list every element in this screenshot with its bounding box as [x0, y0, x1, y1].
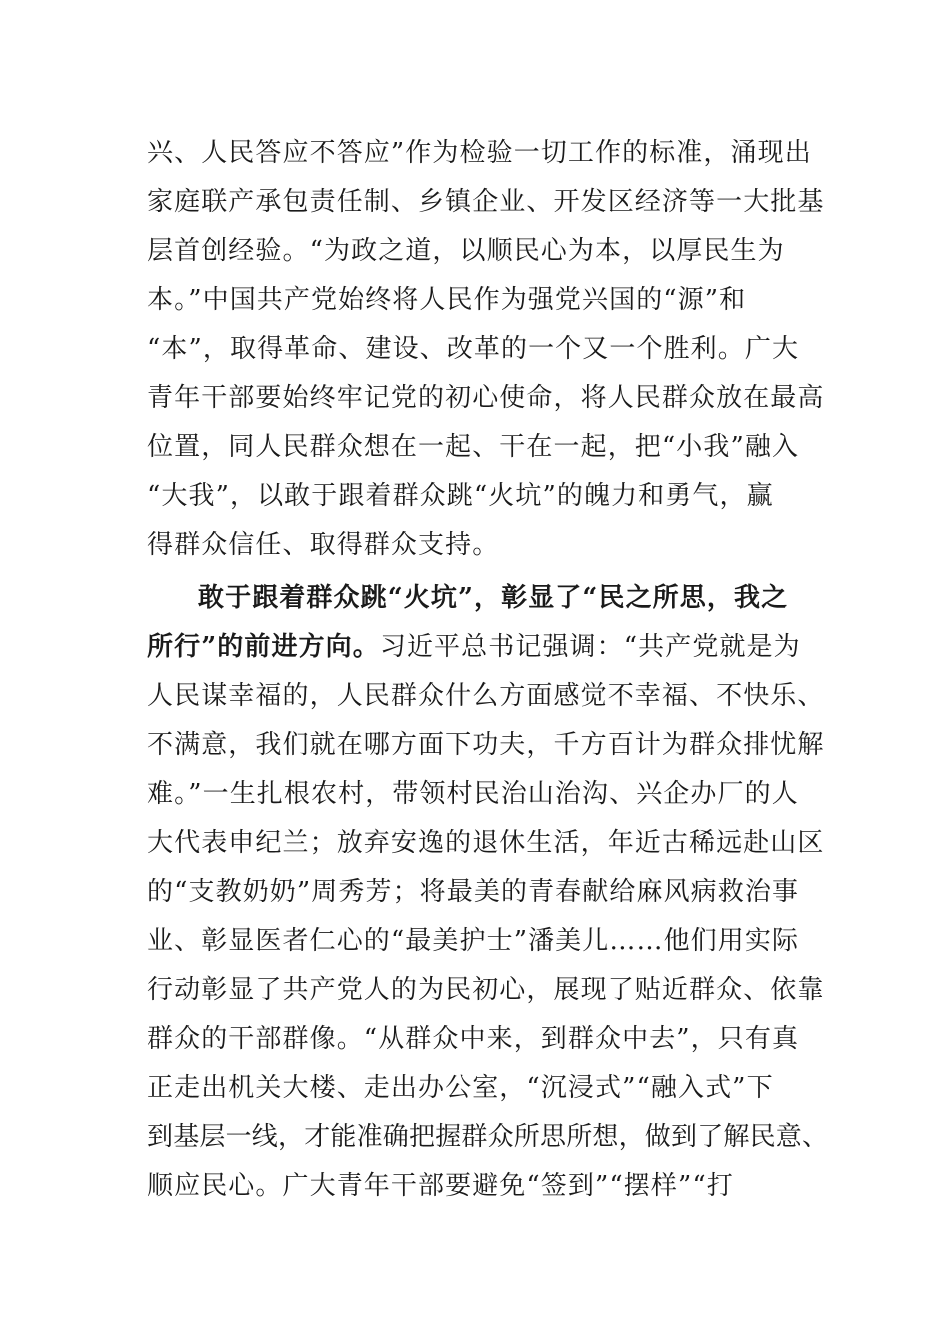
text-line: 青年干部要始终牢记党的初心使命，将人民群众放在最高: [147, 383, 825, 413]
text-line: “本”，取得革命、建设、改革的一个又一个胜利。广大: [147, 334, 800, 364]
text-line: 业、彰显医者仁心的“最美护士”潘美儿……他们用实际: [147, 926, 800, 956]
text-line: 层首创经验。“为政之道，以顺民心为本，以厚民生为: [147, 236, 785, 266]
text-line: 家庭联产承包责任制、乡镇企业、开发区经济等一大批基: [147, 187, 825, 217]
text-line: 得群众信任、取得群众支持。: [147, 530, 500, 560]
text-line: 顺应民心。广大青年干部要避免“签到”“摆样”“打: [147, 1171, 734, 1201]
section-heading-line: 敢于跟着群众跳“火坑”，彰显了“民之所思，我之: [198, 583, 789, 613]
text-line: 大代表申纪兰；放弃安逸的退休生活，年近古稀远赴山区: [147, 828, 825, 858]
text-line: 位置，同人民群众想在一起、干在一起，把“小我”融入: [147, 432, 800, 462]
text-line: 难。”一生扎根农村，带领村民治山治沟、兴企办厂的人: [147, 779, 799, 809]
text-line: 人民谋幸福的，人民群众什么方面感觉不幸福、不快乐、: [147, 681, 825, 711]
text-line: “大我”，以敢于跟着群众跳“火坑”的魄力和勇气，赢: [147, 481, 774, 511]
text-line: 到基层一线，才能准确把握群众所思所想，做到了解民意、: [147, 1122, 829, 1152]
text-line-mixed: [147, 631, 801, 663]
text-line: 本。”中国共产党始终将人民作为强党兴国的“源”和: [147, 285, 747, 315]
section-heading-end: 所行”的前进方向。: [147, 632, 380, 662]
text-line: 群众的干部群像。“从群众中来，到群众中去”，只有真: [147, 1024, 800, 1054]
text-span: 习近平总书记强调：“共产党就是为: [379, 632, 801, 662]
text-line: 兴、人民答应不答应”作为检验一切工作的标准，涌现出: [147, 138, 812, 168]
text-line: 正走出机关大楼、走出办公室，“沉浸式”“融入式”下: [147, 1073, 774, 1103]
text-line: 不满意，我们就在哪方面下功夫，千方百计为群众排忧解: [147, 730, 825, 760]
text-line: 的“支教奶奶”周秀芳；将最美的青春献给麻风病救治事: [147, 877, 800, 907]
text-line: 行动彰显了共产党人的为民初心，展现了贴近群众、依靠: [147, 975, 825, 1005]
